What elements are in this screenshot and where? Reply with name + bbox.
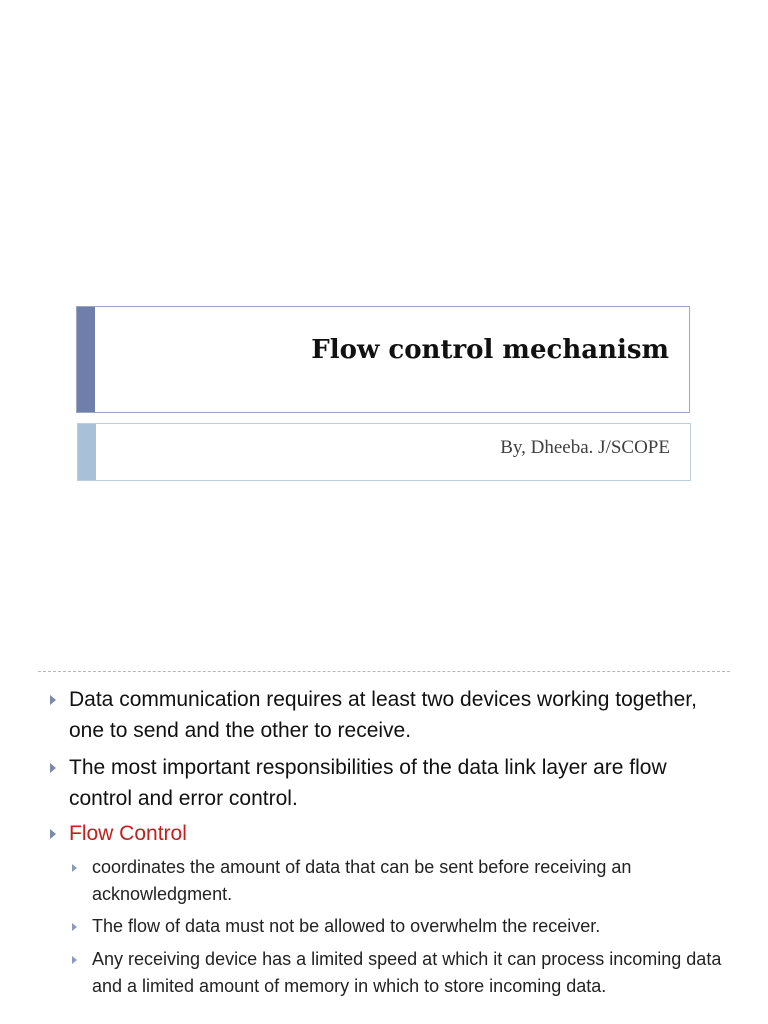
- triangle-right-icon: [72, 956, 77, 964]
- slide-divider: [38, 671, 730, 672]
- bullet-item: The most important responsibilities of the data link layer are flow control and error control.: [69, 756, 667, 810]
- bullet-item: Data communication requires at least two devices working together, one to send and the other to receive.: [69, 688, 697, 742]
- sub-bullet-item: Any receiving device has a limited speed at which it can process incoming data and a limited amount of memory in which to store incoming data.: [92, 949, 722, 996]
- triangle-right-icon: [50, 829, 56, 839]
- triangle-right-icon: [50, 763, 56, 773]
- content-slide: [0, 650, 768, 1024]
- title-box: [76, 306, 690, 413]
- sub-bullet-item: The flow of data must not be allowed to overwhelm the receiver.: [92, 916, 601, 936]
- slide-title: Flow control mechanism: [311, 335, 669, 365]
- slide-subtitle: By, Dheeba. J/SCOPE: [500, 437, 670, 458]
- triangle-right-icon: [50, 695, 56, 705]
- triangle-right-icon: [72, 864, 77, 872]
- bullet-item-highlight: Flow Control: [69, 822, 187, 845]
- triangle-right-icon: [72, 923, 77, 931]
- subtitle-box: [77, 423, 691, 481]
- title-accent-bar: [77, 307, 95, 412]
- subtitle-accent-bar: [78, 424, 96, 480]
- sub-bullet-item: coordinates the amount of data that can be sent before receiving an acknowledgment.: [92, 857, 632, 904]
